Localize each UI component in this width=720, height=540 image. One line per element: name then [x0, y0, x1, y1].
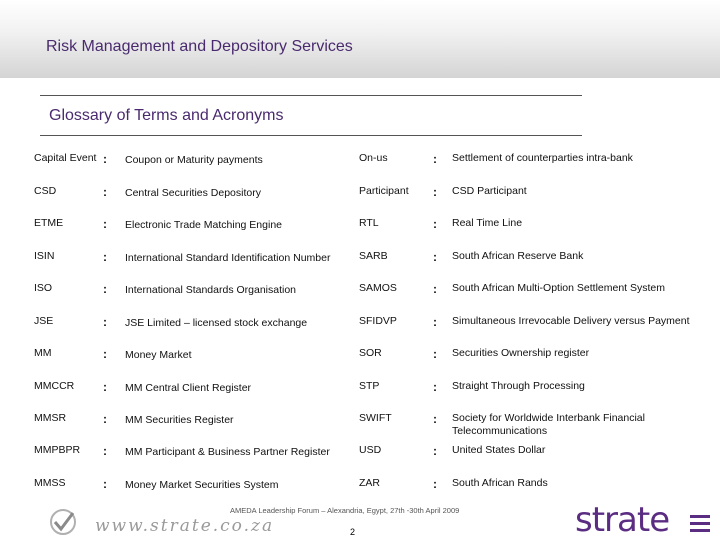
website-url: www.strate.co.za [95, 516, 275, 536]
glossary-definition: MM Securities Register [125, 414, 234, 426]
glossary-definition: International Standard Identification Number [125, 252, 331, 264]
glossary-term: On-us [359, 152, 388, 164]
glossary-term: SWIFT [359, 412, 392, 424]
glossary-definition: Straight Through Processing [452, 380, 585, 392]
glossary-term: MMCCR [34, 380, 75, 392]
glossary-definition: Real Time Line [452, 217, 523, 229]
glossary-separator: : [103, 412, 107, 426]
glossary-separator: : [433, 444, 437, 458]
glossary-separator: : [103, 250, 107, 264]
slide-subtitle: Glossary of Terms and Acronyms [49, 107, 284, 124]
glossary-term: MM [34, 347, 52, 359]
glossary-term: Participant [359, 185, 409, 197]
glossary-definition: Coupon or Maturity payments [125, 154, 263, 166]
page-number: 2 [350, 527, 356, 537]
glossary-definition: Money Market [125, 349, 192, 361]
glossary-definition: Electronic Trade Matching Engine [125, 219, 283, 231]
glossary-term: Capital Event [34, 152, 97, 164]
glossary-term: SFIDVP [359, 315, 397, 327]
subtitle-top-rule [40, 95, 582, 96]
glossary-separator: : [103, 380, 107, 394]
glossary-separator: : [433, 477, 437, 491]
glossary-separator: : [433, 185, 437, 199]
glossary-definition: CSD Participant [452, 185, 527, 197]
glossary-term: SAMOS [359, 282, 397, 294]
glossary-definition: MM Central Client Register [125, 382, 252, 394]
glossary-separator: : [433, 282, 437, 296]
glossary-definition: MM Participant & Business Partner Register [125, 446, 330, 458]
glossary-separator: : [433, 315, 437, 329]
glossary-definition: Settlement of counterparties intra-bank [452, 152, 633, 164]
glossary-term: ETME [34, 217, 64, 229]
glossary-separator: : [433, 412, 437, 426]
glossary-definition: United States Dollar [452, 444, 546, 456]
glossary-definition: Simultaneous Irrevocable Delivery versus Payment [452, 315, 690, 327]
glossary-term: ISO [34, 282, 53, 294]
glossary-term: MMSR [34, 412, 67, 424]
glossary-separator: : [103, 217, 107, 231]
glossary-separator: : [103, 152, 107, 166]
glossary-definition: Money Market Securities System [125, 479, 279, 491]
glossary-separator: : [103, 282, 107, 296]
glossary-separator: : [103, 347, 107, 361]
glossary-term: ISIN [34, 250, 55, 262]
glossary-term: STP [359, 380, 380, 392]
glossary-term: USD [359, 444, 382, 456]
subtitle-bottom-rule [40, 135, 582, 136]
glossary-separator: : [103, 185, 107, 199]
glossary-separator: : [103, 444, 107, 458]
glossary-definition: International Standards Organisation [125, 284, 297, 296]
glossary-definition: South African Multi-Option Settlement System [452, 282, 666, 294]
glossary-term: MMSS [34, 477, 66, 489]
glossary-term: SOR [359, 347, 382, 359]
glossary-term: ZAR [359, 477, 380, 489]
glossary-term: SARB [359, 250, 388, 262]
glossary-separator: : [433, 217, 437, 231]
glossary-separator: : [433, 380, 437, 394]
glossary-separator: : [433, 250, 437, 264]
glossary-definition: South African Rands [452, 477, 548, 489]
slide-header-title: Risk Management and Depository Services [46, 38, 353, 55]
glossary-definition: Securities Ownership register [452, 347, 590, 359]
glossary-separator: : [433, 347, 437, 361]
check-seal-icon [48, 508, 78, 536]
glossary-definition: Central Securities Depository [125, 187, 261, 199]
strate-logo: strate [575, 500, 670, 540]
strate-logo-bars-icon [690, 512, 712, 534]
footer-forum-text: AMEDA Leadership Forum – Alexandria, Egypt, 27th -30th April 2009 [230, 506, 460, 515]
glossary-term: MMPBPR [34, 444, 81, 456]
glossary-separator: : [433, 152, 437, 166]
glossary-definition: Society for Worldwide Interbank Financial Telecommunications [452, 412, 645, 437]
glossary-separator: : [103, 315, 107, 329]
glossary-separator: : [103, 477, 107, 491]
glossary-definition: South African Reserve Bank [452, 250, 584, 262]
glossary-term: JSE [34, 315, 54, 327]
glossary-definition: JSE Limited – licensed stock exchange [125, 317, 308, 329]
glossary-term: CSD [34, 185, 57, 197]
glossary-term: RTL [359, 217, 379, 229]
